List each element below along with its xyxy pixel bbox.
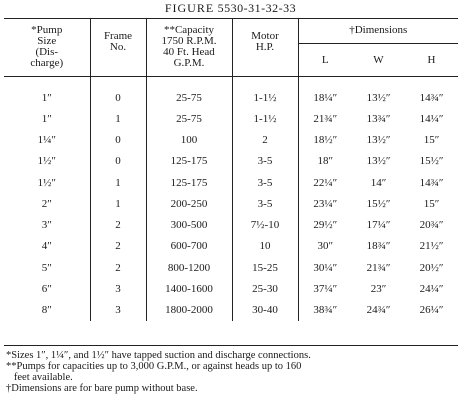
cell-size: 4″ <box>41 240 52 253</box>
cell-frame: 0 <box>90 151 146 172</box>
cell-frame: 2 <box>90 257 146 278</box>
cell-l: 18½″ <box>298 129 352 150</box>
cell-l: 29½″ <box>298 214 352 235</box>
cell-h: 20¾″ <box>419 219 444 232</box>
cell-motor: 7½-10 <box>232 214 298 235</box>
cell-w: 21¾″ <box>366 261 391 274</box>
cell-motor: 15-25 <box>232 257 298 278</box>
cell-w: 18¾″ <box>366 240 391 253</box>
cell-w: 13½″ <box>366 91 391 104</box>
cell-l: 37¼″ <box>298 278 352 299</box>
cell-w: 15½″ <box>366 197 391 210</box>
table-row <box>4 77 458 109</box>
header-dim-w: W <box>373 53 384 66</box>
header-dimensions: †Dimensions <box>298 19 458 44</box>
header-dim-h: H <box>427 53 436 66</box>
cell-w: 17¼″ <box>366 219 391 232</box>
header-motor-hp: Motor H.P. <box>232 19 298 77</box>
figure-title <box>0 1 461 16</box>
cell-size: 1″ <box>41 91 52 104</box>
cell-capacity: 25-75 <box>146 77 232 109</box>
cell-frame: 0 <box>90 129 146 150</box>
cell-motor: 3-5 <box>232 151 298 172</box>
cell-motor: 2 <box>232 129 298 150</box>
cell-w: 24¾″ <box>366 304 391 317</box>
cell-capacity: 300-500 <box>146 214 232 235</box>
cell-frame: 1 <box>90 108 146 129</box>
cell-motor: 25-30 <box>232 278 298 299</box>
cell-motor: 30-40 <box>232 300 298 321</box>
footnotes <box>6 350 458 394</box>
cell-capacity: 1400-1600 <box>146 278 232 299</box>
cell-motor: 10 <box>232 236 298 257</box>
cell-capacity: 125-175 <box>146 172 232 193</box>
cell-h: 20½″ <box>419 261 444 274</box>
cell-w: 13¾″ <box>366 112 391 125</box>
cell-l: 38¾″ <box>298 300 352 321</box>
cell-frame: 3 <box>90 300 146 321</box>
cell-frame: 3 <box>90 278 146 299</box>
cell-size: 1¼″ <box>37 133 56 146</box>
cell-l: 18″ <box>298 151 352 172</box>
cell-size: 8″ <box>41 304 52 317</box>
cell-capacity: 200-250 <box>146 193 232 214</box>
table-row <box>4 129 458 150</box>
cell-size: 1½″ <box>37 155 56 168</box>
header-dim-l: L <box>298 44 352 77</box>
table-row <box>4 151 458 172</box>
cell-l: 23¼″ <box>298 193 352 214</box>
cell-size: 5″ <box>41 261 52 274</box>
cell-size: 6″ <box>41 283 52 296</box>
footnote-capacities-cont: feet available. <box>6 372 73 383</box>
cell-w: 23″ <box>370 283 387 296</box>
header-frame-no: Frame No. <box>90 19 146 77</box>
table-row <box>4 108 458 129</box>
table-bottom-rule <box>4 345 458 346</box>
figure-label: FIGURE <box>164 1 215 15</box>
table-row <box>4 278 458 299</box>
cell-w: 14″ <box>370 176 387 189</box>
cell-h: 14¾″ <box>419 91 444 104</box>
cell-motor: 1-1½ <box>232 108 298 129</box>
cell-l: 30″ <box>298 236 352 257</box>
cell-motor: 3-5 <box>232 193 298 214</box>
cell-capacity: 125-175 <box>146 151 232 172</box>
footnote-dimensions: †Dimensions are for bare pump without base. <box>6 383 198 394</box>
cell-capacity: 25-75 <box>146 108 232 129</box>
cell-frame: 2 <box>90 214 146 235</box>
cell-h: 15″ <box>423 197 440 210</box>
table-row <box>4 236 458 257</box>
cell-w: 13½″ <box>366 155 391 168</box>
cell-h: 14¼″ <box>419 112 444 125</box>
cell-h: 14¾″ <box>419 176 444 189</box>
header-capacity: **Capacity 1750 R.P.M. 40 Ft. Head G.P.M. <box>146 19 232 77</box>
cell-frame: 1 <box>90 193 146 214</box>
cell-motor: 1-1½ <box>232 77 298 109</box>
cell-size: 1″ <box>41 112 52 125</box>
table-row <box>4 214 458 235</box>
footnote-sizes: *Sizes 1″, 1¼″, and 1½″ have tapped suction and discharge connections. <box>6 350 311 361</box>
table-row <box>4 193 458 214</box>
cell-h: 15½″ <box>419 155 444 168</box>
cell-capacity: 600-700 <box>146 236 232 257</box>
cell-size: 2″ <box>41 197 52 210</box>
cell-h: 15″ <box>423 133 440 146</box>
cell-l: 30¼″ <box>298 257 352 278</box>
table-row <box>4 257 458 278</box>
cell-h: 26¼″ <box>419 304 444 317</box>
header-pump-size: *Pump Size (Dis- charge) <box>30 24 64 69</box>
cell-size: 1½″ <box>37 176 56 189</box>
cell-capacity: 800-1200 <box>146 257 232 278</box>
cell-w: 13½″ <box>366 133 391 146</box>
cell-l: 18¼″ <box>298 77 352 109</box>
cell-capacity: 100 <box>146 129 232 150</box>
cell-size: 3″ <box>41 219 52 232</box>
figure-number: 5530-31-32-33 <box>217 1 297 15</box>
cell-h: 21½″ <box>419 240 444 253</box>
table-row <box>4 172 458 193</box>
cell-capacity: 1800-2000 <box>146 300 232 321</box>
cell-frame: 2 <box>90 236 146 257</box>
cell-l: 22¼″ <box>298 172 352 193</box>
table-row <box>4 300 458 321</box>
cell-frame: 0 <box>90 77 146 109</box>
cell-frame: 1 <box>90 172 146 193</box>
cell-h: 24¼″ <box>419 283 444 296</box>
pump-dimensions-table <box>4 18 458 321</box>
cell-l: 21¾″ <box>298 108 352 129</box>
cell-motor: 3-5 <box>232 172 298 193</box>
footnote-capacities: **Pumps for capacities up to 3,000 G.P.M., or against heads up to 160 <box>6 361 302 372</box>
